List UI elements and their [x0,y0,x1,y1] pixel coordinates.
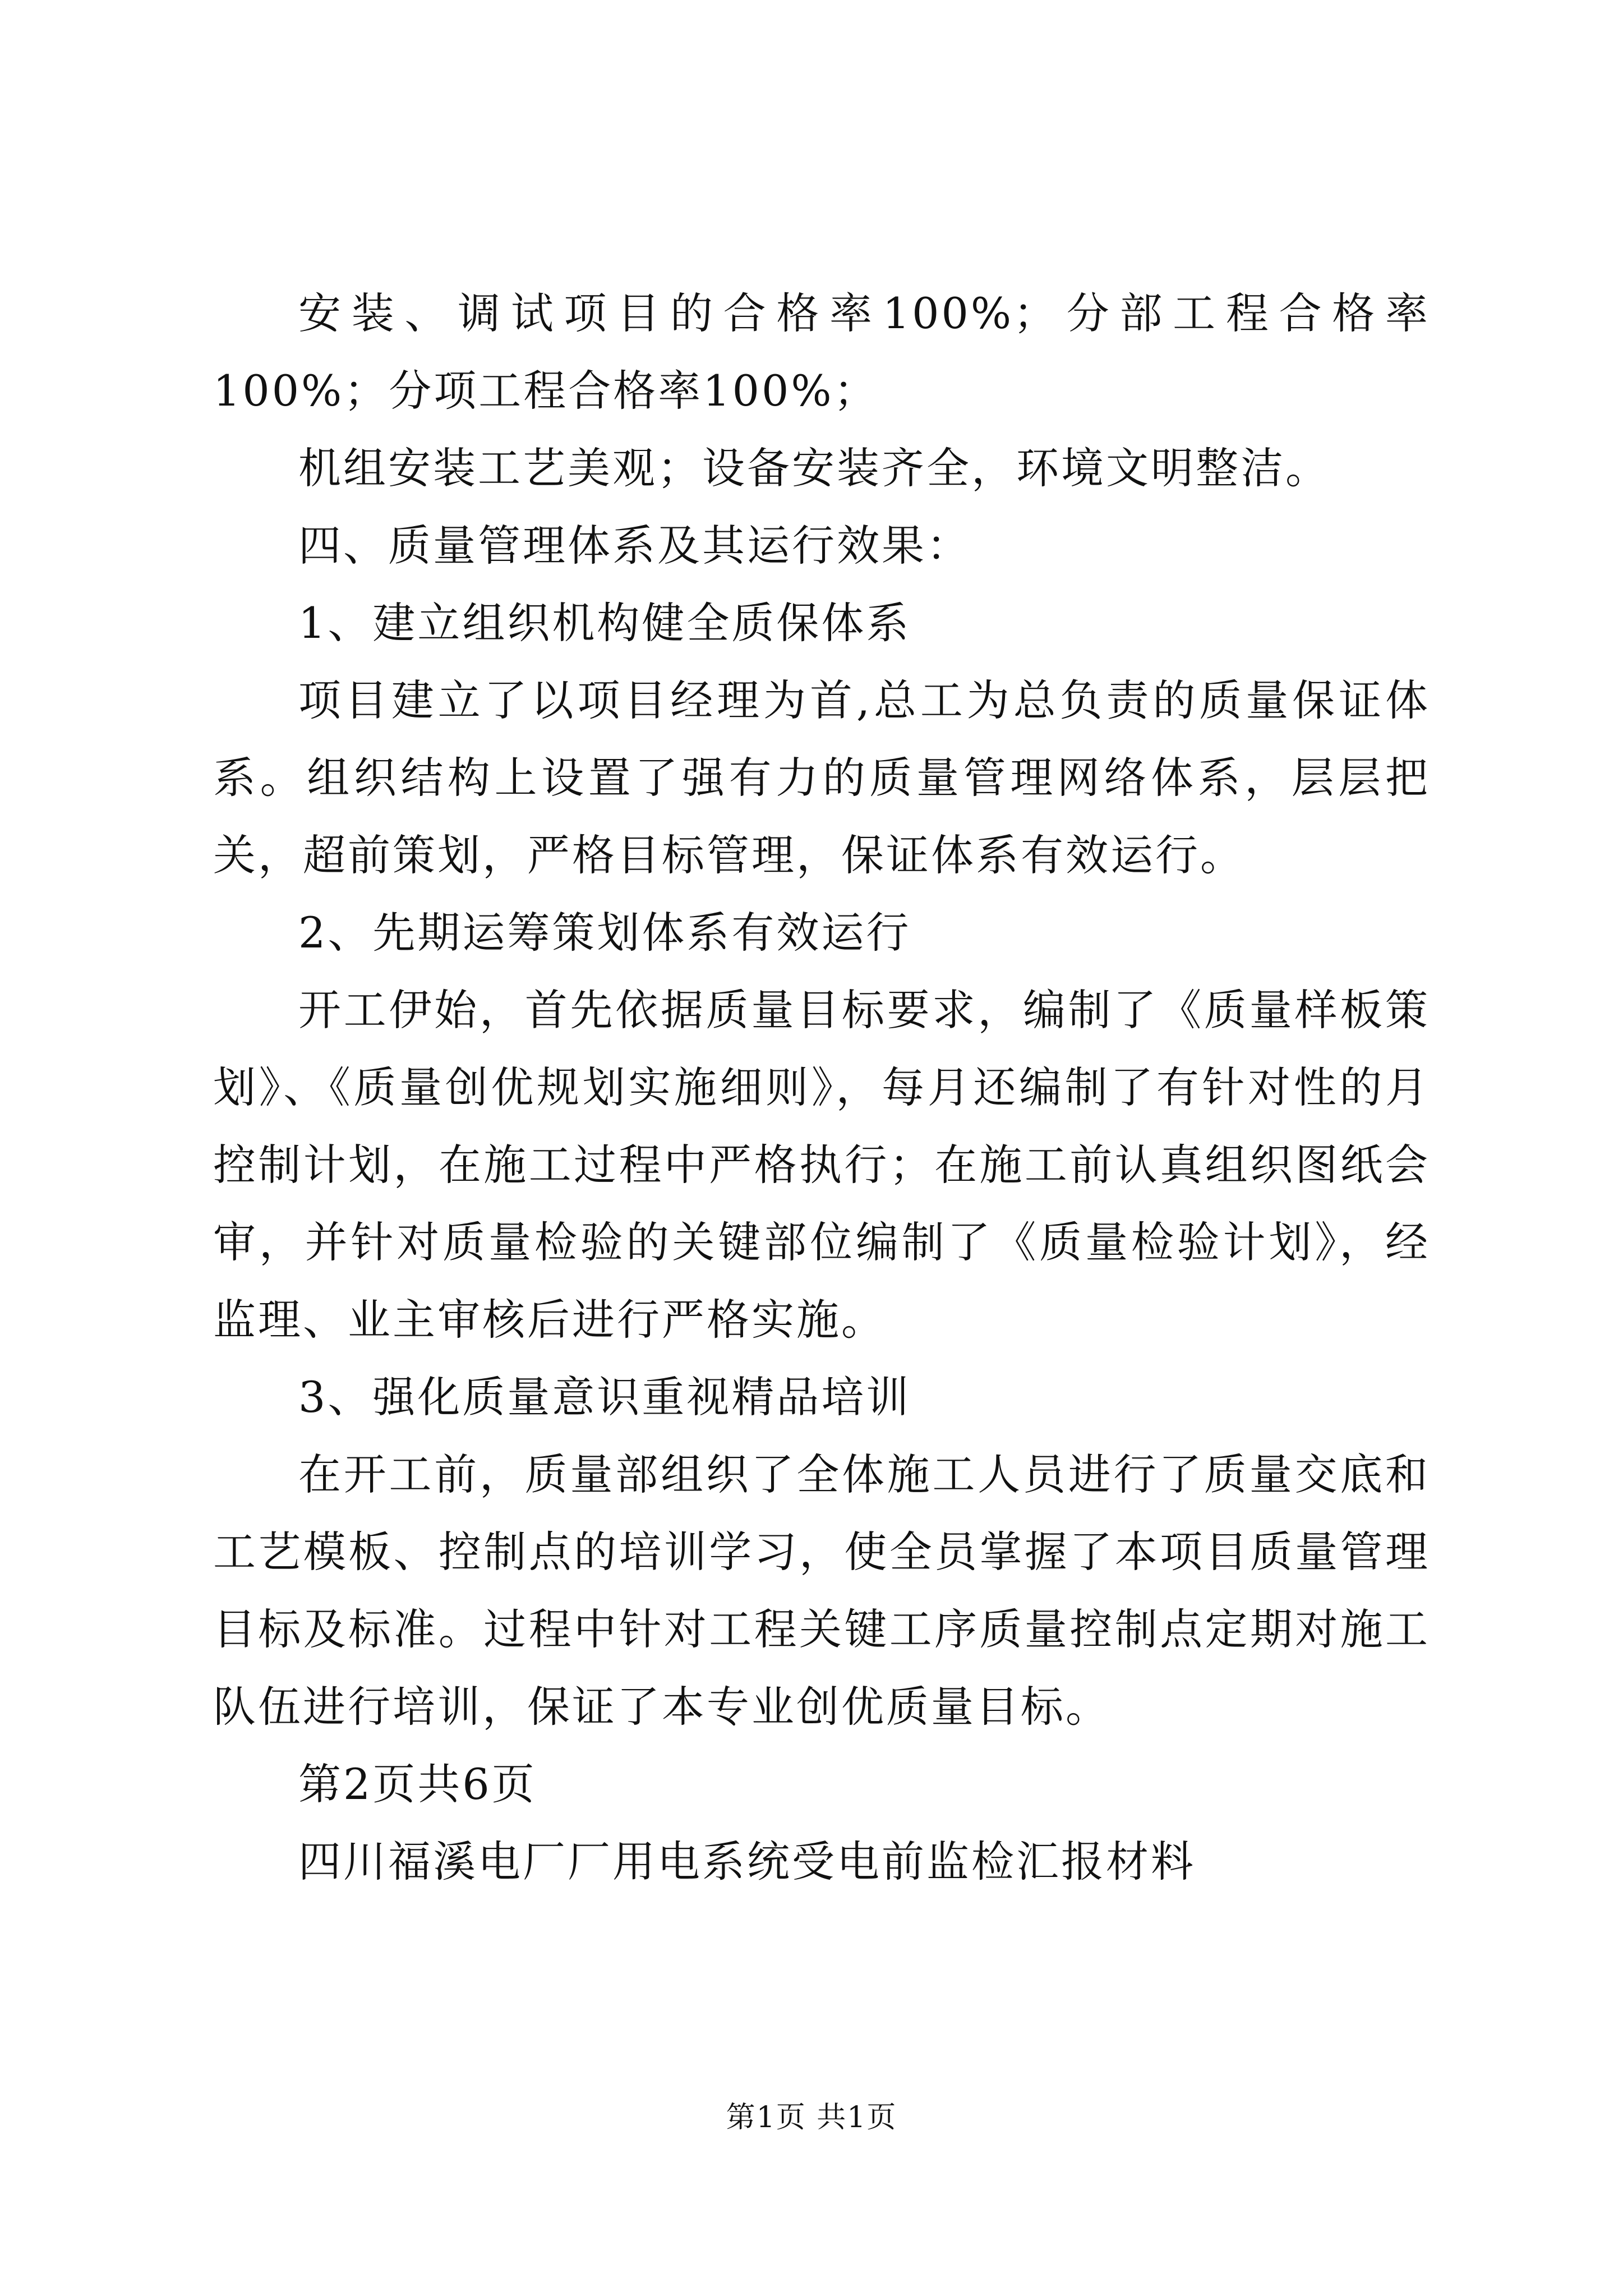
section-heading-quality-system: 四、质量管理体系及其运行效果： [298,521,971,570]
paragraph-qualification-rate: 安装、调试项目的合格率100%；分部工程合格率100%；分项工程合格率100%； [213,288,1430,416]
subheading-training: 3、强化质量意识重视精品培训 [298,1372,911,1422]
paragraph-planning: 开工伊始，首先依据质量目标要求，编制了《质量样板策划》、《质量创优规划实施细则》，每月还编制了有针对性的月控制计划，在施工过程中严格执行；在施工前认真组织图纸会审，并针对质量检验的关键部位编制了《质量检验计划》，经监理、业主审核后进行严格实施。 [213,985,1430,1345]
paragraph-installation-appearance: 机组安装工艺美观；设备安装齐全，环境文明整洁。 [298,443,1330,493]
subheading-organization: 1、建立组织机构健全质保体系 [298,598,911,648]
paragraph-training: 在开工前，质量部组织了全体施工人员进行了质量交底和工艺模板、控制点的培训学习，使全员掌握了本项目质量管理目标及标准。过程中针对工程关键工序质量控制点定期对施工队伍进行培训，保证了本专业创优质量目标。 [213,1450,1430,1732]
document-body [213,275,1430,1901]
paragraph-organization: 项目建立了以项目经理为首,总工为总负责的质量保证体系。组织结构上设置了强有力的质量管理网络体系，层层把关，超前策划，严格目标管理，保证体系有效运行。 [213,675,1430,880]
document-title-line: 四川福溪电厂厂用电系统受电前监检汇报材料 [298,1837,1196,1887]
inline-page-number: 第2页共6页 [298,1759,537,1809]
subheading-planning: 2、先期运筹策划体系有效运行 [298,908,911,958]
page-footer: 第1页 共1页 [726,2101,897,2134]
